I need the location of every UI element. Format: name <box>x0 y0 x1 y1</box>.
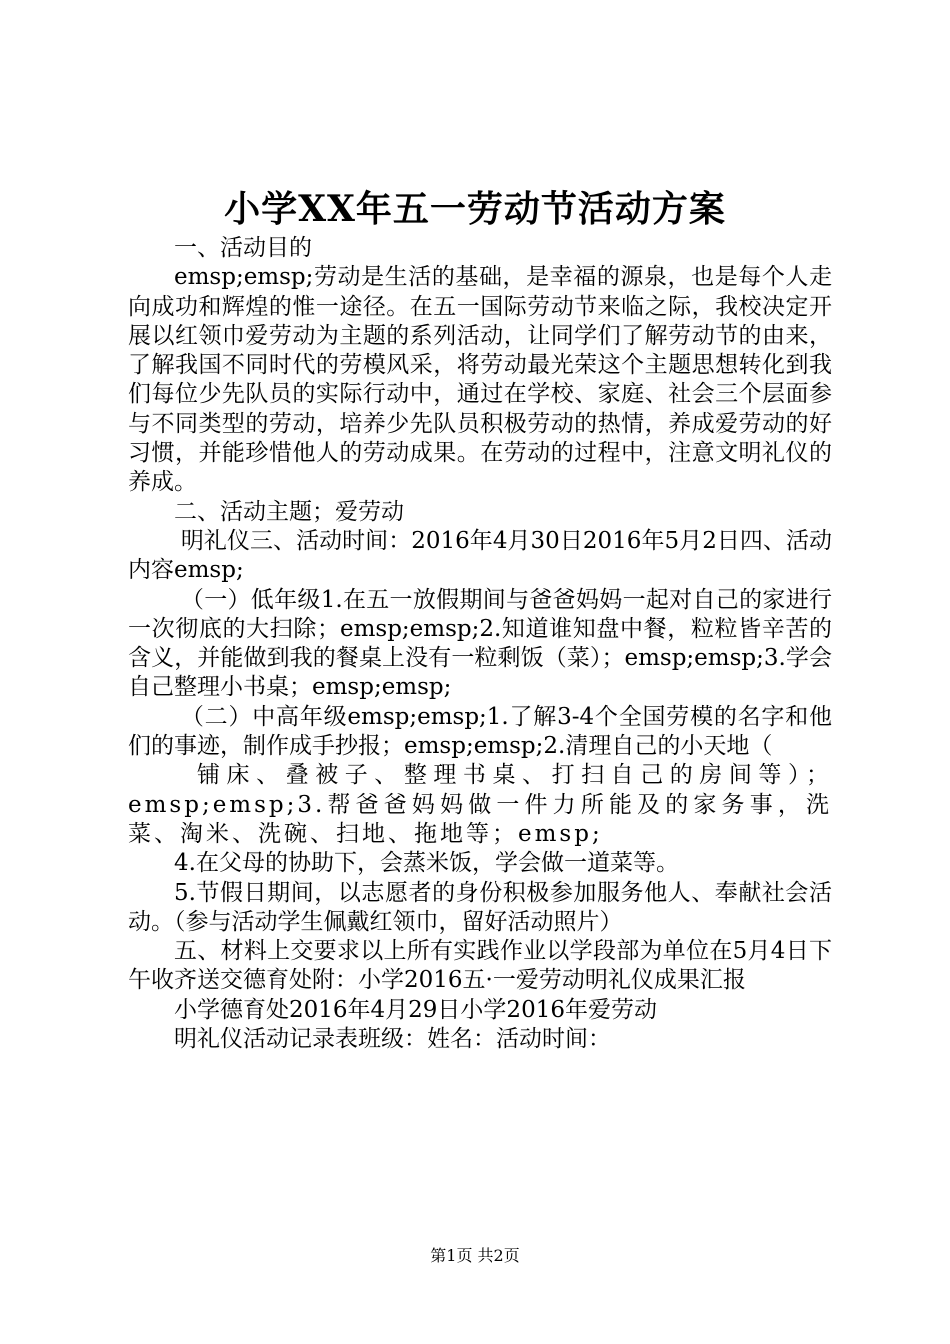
document-body <box>128 234 832 1054</box>
section-heading-purpose: 一、活动目的 <box>174 235 312 261</box>
paragraph-materials: 五、材料上交要求以上所有实践作业以学段部为单位在5月4日下午收齐送交德育处附：小学2016五·一爱劳动明礼仪成果汇报 <box>128 938 832 994</box>
paragraph-time-content: 明礼仪三、活动时间：2016年4月30日2016年5月2日四、活动内容emsp; <box>128 527 832 584</box>
section-heading-theme: 二、活动主题；爱劳动 <box>174 498 404 525</box>
paragraph-item-4: 4.在父母的协助下，会蒸米饭，学会做一道菜等。 <box>174 850 679 877</box>
paragraph-upper-grades: （二）中高年级emsp;emsp;1.了解3-4个全国劳模的名字和他们的事迹，制作成手抄报；emsp;emsp;2.清理自己的小天地（ <box>128 703 832 760</box>
paragraph-lower-grades: （一）低年级1.在五一放假期间与爸爸妈妈一起对自己的家进行一次彻底的大扫除；emsp;emsp;2.知道谁知盘中餐，粒粒皆辛苦的含义，并能做到我的餐桌上没有一粒剩饭（菜）；emsp;emsp;3.学会自己整理小书桌；emsp;emsp; <box>128 586 832 701</box>
document-title: 小学XX年五一劳动节活动方案 <box>224 188 726 230</box>
page-footer: 第1页 共2页 <box>430 1246 520 1265</box>
paragraph-record-form: 明礼仪活动记录表班级：姓名：活动时间： <box>174 1026 611 1053</box>
paragraph-upper-grades-cont: 铺床、叠被子、整理书桌、打扫自己的房间等）；emsp;emsp;3.帮爸爸妈妈做一件力所能及的家务事，洗菜、淘米、洗碗、扫地、拖地等；emsp; <box>128 762 832 847</box>
paragraph-item-5: 5.节假日期间，以志愿者的身份积极参加服务他人、奉献社会活动。（参与活动学生佩戴红领巾，留好活动照片） <box>128 879 832 935</box>
paragraph-purpose: emsp;emsp;劳动是生活的基础，是幸福的源泉，也是每个人走向成功和辉煌的惟一途径。在五一国际劳动节来临之际，我校决定开展以红领巾爱劳动为主题的系列活动，让同学们了解劳动节的由来，了解我国不同时代的劳模风采，将劳动最光荣这个主题思想转化到我们每位少先队员的实际行动中，通过在学校、家庭、社会三个层面参与不同类型的劳动，培养少先队员积极劳动的热情，养成爱劳动的好习惯，并能珍惜他人的劳动成果。在劳动的过程中，注意文明礼仪的养成。 <box>128 264 832 496</box>
paragraph-signature: 小学德育处2016年4月29日小学2016年爱劳动 <box>174 996 657 1023</box>
